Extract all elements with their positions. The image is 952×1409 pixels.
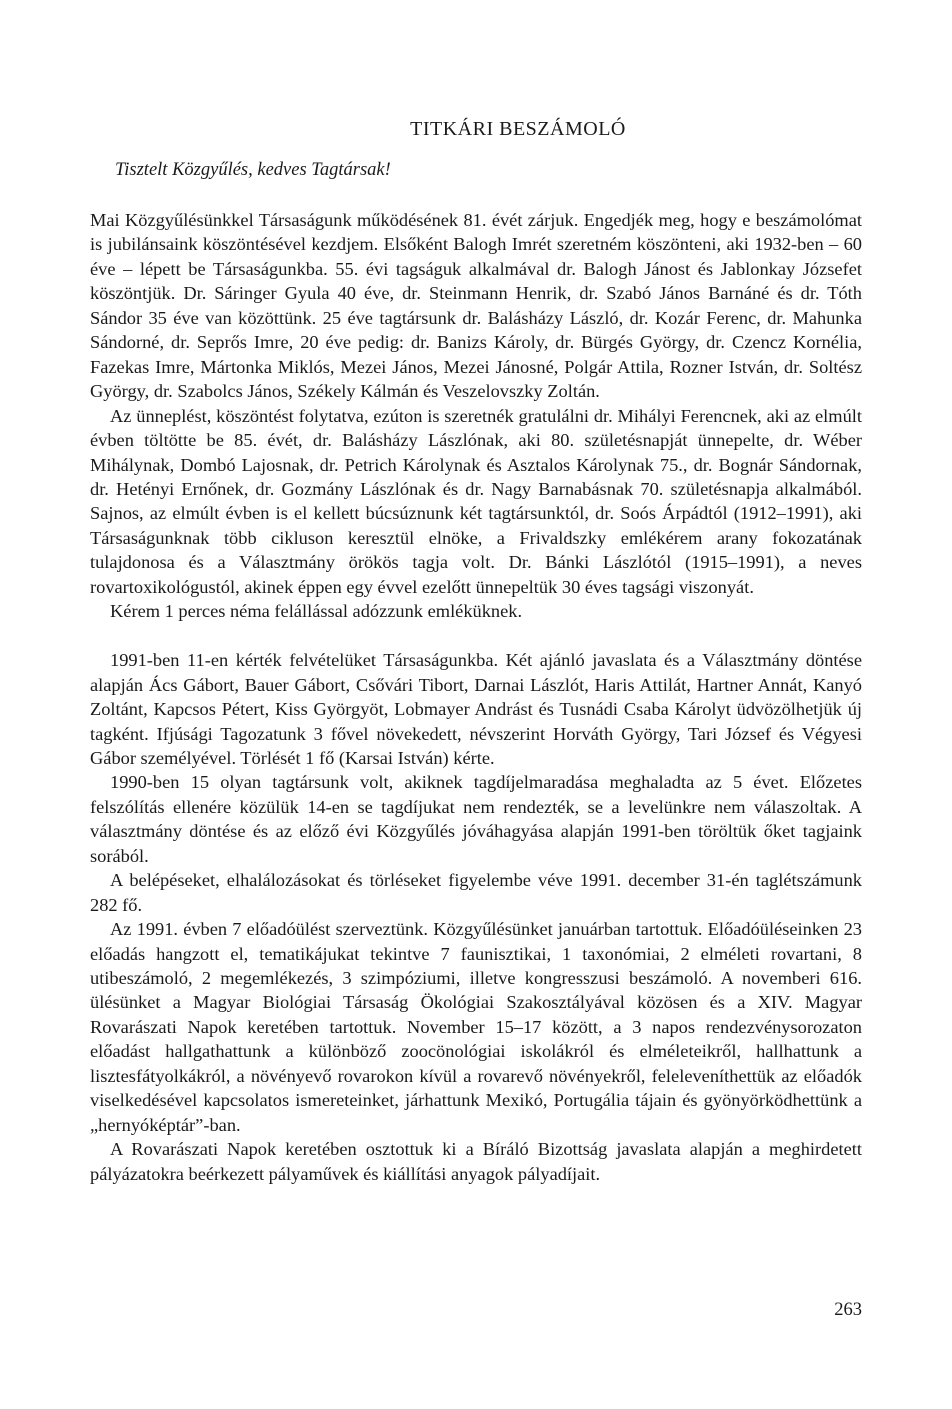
paragraph-jubilees: Mai Közgyűlésünkkel Társaságunk működésének 81. évét zárjuk. Engedjék meg, hogy e beszámolómat is jubilánsaink köszöntésével kezdjem. Elsőként Balogh Imrét szeretném köszönteni, aki 1932-ben – 60 éve – lépett be Társaságunkba. 55. évi tagságuk alkalmával dr. Balogh Jánost és Jablonkay Józsefet köszöntjük. Dr. Sáringer Gyula 40 éve, dr. Steinmann Henrik, dr. Szabó János Barnáné és dr. Tóth Sándor 35 éve van közöttünk. 25 éve tagtársunk dr. Balásházy László, dr. Kozár Ferenc, dr. Mahunka Sándorné, dr. Seprős Imre, 20 éve pedig: dr. Banizs Károly, dr. Bürgés György, dr. Czencz Kornélia, Fazekas Imre, Mártonka Miklós, Mezei János, Mezei Jánosné, Polgár Attila, Rozner István, dr. Soltész György, dr. Szabolcs János, Székely Kálmán és Veszelovszky Zoltán. (90, 210, 862, 402)
paragraph-member-count: A belépéseket, elhalálozásokat és törléseket figyelembe véve 1991. december 31-én taglétszámunk 282 fő. (90, 870, 862, 915)
paragraph-silence: Kérem 1 perces néma felállással adózzunk emléküknek. (110, 601, 523, 622)
document-title: TITKÁRI BESZÁMOLÓ (410, 118, 626, 140)
paragraph-meetings: Az 1991. évben 7 előadóülést szerveztünk. Közgyűlésünket januárban tartottuk. Előadóüléseinken 23 előadás hangzott el, tematikájukat tekintve 7 faunisztikai, 1 taxonómiai, 2 elméleti rovartani, 8 utibeszámoló, 2 megemlékezés, 3 szimpóziumi, illetve kongresszusi beszámoló. A novemberi 616. ülésünket a Magyar Biológiai Társaság Ökológiai Szakosztályával közösen és a XIV. Magyar Rovarászati Napok keretében tartottuk. November 15–17 között, a 3 napos rendezvénysorozaton előadást hallgathattunk a különböző zoocönológiai iskolákról és elméleteikről, hallhattunk a lisztesfátyolkákról, a növényevő rovarokon kívül a rovarevő növényekről, feleleveníthettük az előadók viselkedésével kapcsolatos ismereteinket, járhattunk Mexikó, Portugália tájain és gyönyörködhettünk a „hernyóképtár”-ban. (90, 919, 862, 1135)
page-number: 263 (834, 1300, 862, 1320)
paragraph-removed-members: 1990-ben 15 olyan tagtársunk volt, akiknek tagdíjelmaradása meghaladta az 5 évet. Előzetes felszólítás ellenére közülük 14-en se tagdíjukat nem rendezték, se a levelünkre nem válaszoltak. A választmány döntése és az előző évi Közgyűlés jóváhagyása alapján 1991-ben töröltük őket tagjaink sorából. (90, 772, 862, 866)
paragraph-new-members: 1991-ben 11-en kérték felvételüket Társaságunkba. Két ajánló javaslata és a Választmány döntése alapján Ács Gábort, Bauer Gábort, Csővári Tibort, Darnai Lászlót, Haris Attilát, Hartner Annát, Kanyó Zoltánt, Kapcsos Pétert, Kiss Györgyöt, Lobmayer Andrást és Tusnádi Csaba Károlyt üdvözölhetjük új tagként. Ifjúsági Tagozatunk 3 fővel növekedett, névszerint Horváth György, Tari József és Végyesi Gábor személyével. Törlését 1 fő (Karsai István) kérte. (90, 650, 862, 768)
paragraph-congratulations: Az ünneplést, köszöntést folytatva, ezúton is szeretnék gratulálni dr. Mihályi Ferencnek, aki az elmúlt évben töltötte be 85. évét, dr. Balásházy Lászlónak, aki 80. születésnapját ünnepelte, dr. Wéber Mihálynak, Dombó Lajosnak, dr. Petrich Károlynak és Asztalos Károlynak 75., dr. Bognár Sándornak, dr. Hetényi Ernőnek, dr. Gozmány Lászlónak és dr. Nagy Barnabásnak 70. születésnapja alkalmából. Sajnos, az elmúlt évben is el kellett búcsúznunk két tagtársunktól, dr. Soós Árpádtól (1912–1991), aki Társaságunknak több cikluson keresztül elnöke, a Frivaldszky emlékérem arany fokozatának tulajdonosa és a Választmány örökös tagja volt. Dr. Bánki Lászlótól (1915–1991), a neves rovartoxikológustól, akinek éppen egy évvel ezelőtt ünnepeltük 30 éves tagsági viszonyát. (90, 405, 862, 597)
document-body (90, 208, 862, 1186)
paragraph-awards: A Rovarászati Napok keretében osztottuk ki a Bíráló Bizottság javaslata alapján a meghirdetett pályázatokra beérkezett pályaművek és kiállítási anyagok pályadíjait. (90, 1139, 862, 1184)
salutation: Tisztelt Közgyűlés, kedves Tagtársak! (115, 160, 391, 180)
